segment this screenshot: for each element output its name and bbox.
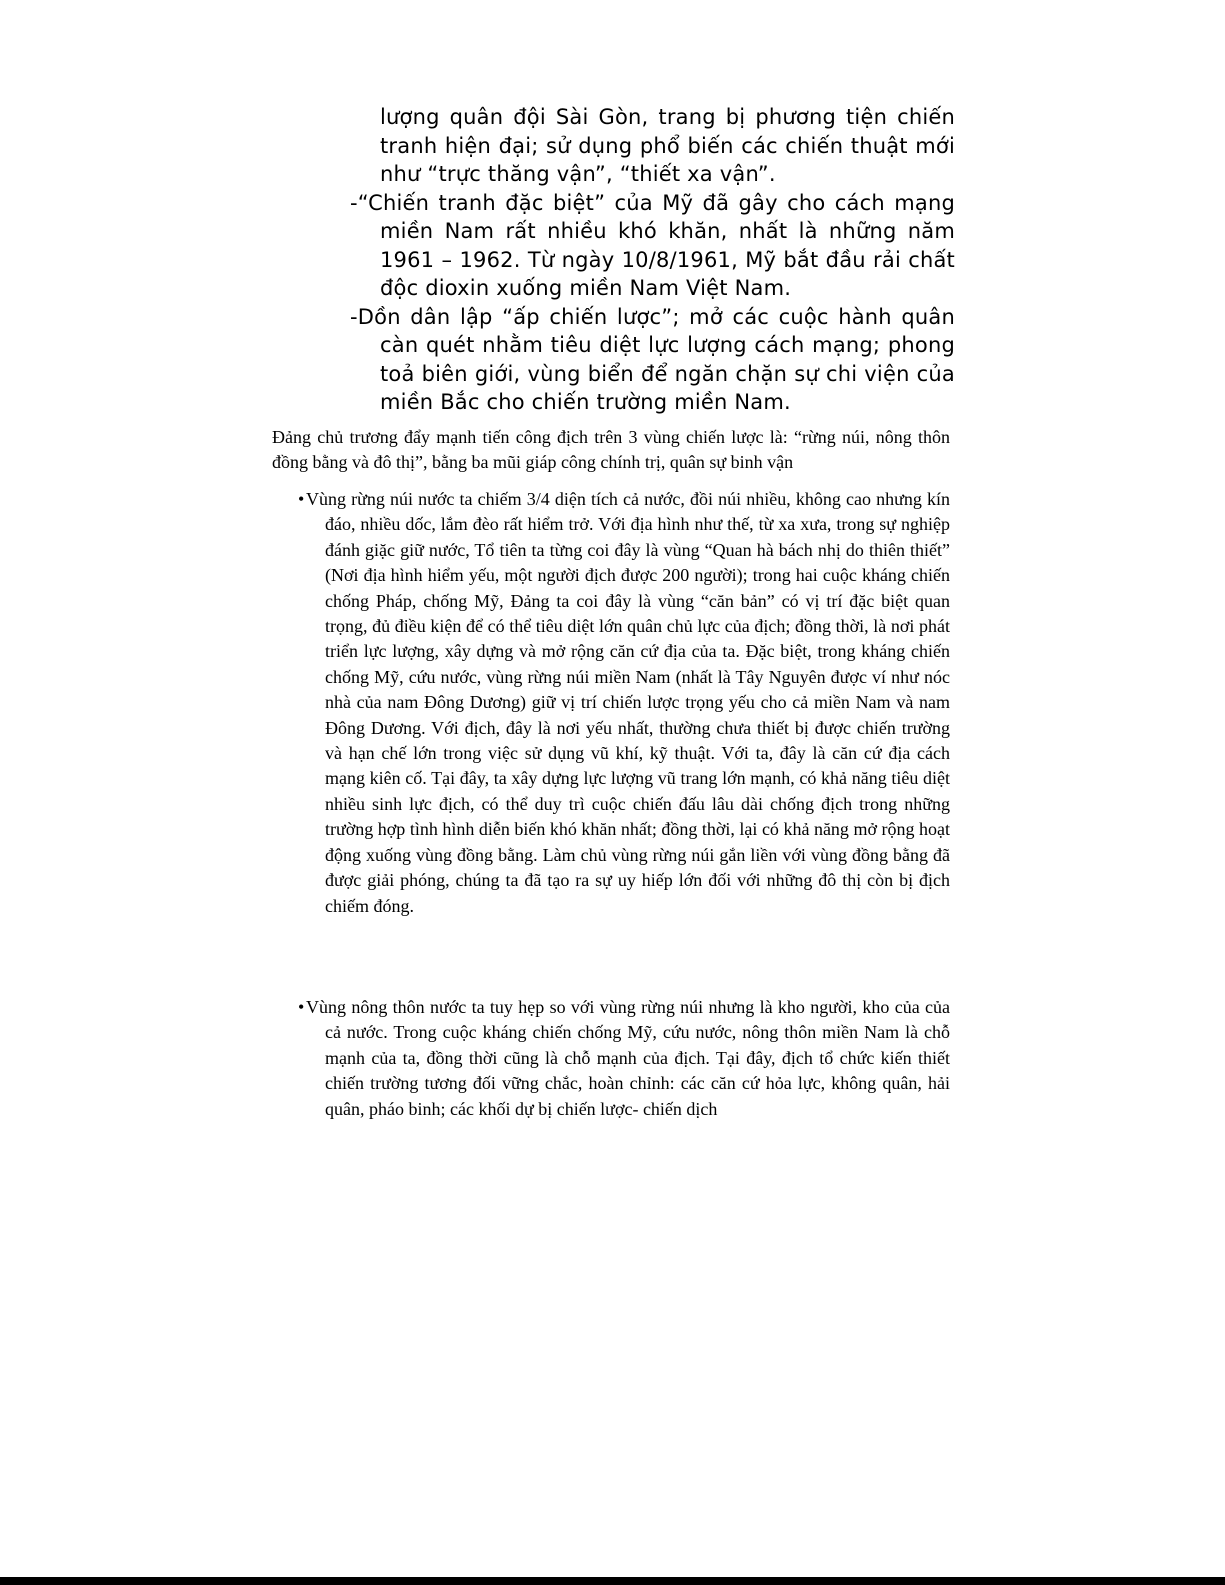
bullet-symbol: • xyxy=(298,489,305,509)
page-bottom-border xyxy=(0,1577,1225,1585)
top-sans-block xyxy=(350,103,955,417)
list-item-strategic-hamlets: -Dồn dân lập “ấp chiến lược”; mở các cuộc hành quân càn quét nhằm tiêu diệt lực lượng cách mạng; phong toả biên giới, vùng biển để ngăn chặn sự chi viện của miền Bắc cho chiến trường miền Nam. xyxy=(350,304,955,414)
intro-paragraph xyxy=(272,425,950,476)
bullet-mountain-region xyxy=(298,487,950,919)
list-item-special-war: -“Chiến tranh đặc biệt” của Mỹ đã gây cho cách mạng miền Nam rất nhiều khó khăn, nhất là những năm 1961 – 1962. Từ ngày 10/8/1961, Mỹ bắt đầu rải chất độc dioxin xuống miền Nam Việt Nam. xyxy=(350,190,955,300)
intro-text: Đảng chủ trương đẩy mạnh tiến công địch trên 3 vùng chiến lược là: “rừng núi, nông thôn đồng bằng và đô thị”, bằng ba mũi giáp công chính trị, quân sự binh vận xyxy=(272,427,950,473)
countryside-text: Vùng nông thôn nước ta tuy hẹp so với vùng rừng núi nhưng là kho người, kho của của cả nước. Trong cuộc kháng chiến chống Mỹ, cứu nước, nông thôn miền Nam là chỗ mạnh của ta, đồng thời cũng là chỗ mạnh của địch. Tại đây, địch tổ chức kiến thiết chiến trường tương đối vững chắc, hoàn chỉnh: các căn cứ hỏa lực, không quân, hải quân, pháo binh; các khối dự bị chiến lược- chiến dịch xyxy=(306,997,950,1119)
continuation-paragraph: lượng quân đội Sài Gòn, trang bị phương tiện chiến tranh hiện đại; sử dụng phổ biến các chiến thuật mới như “trực thăng vận”, “thiết xa vận”. xyxy=(380,105,955,186)
mountain-text: Vùng rừng núi nước ta chiếm 3/4 diện tích cả nước, đồi núi nhiều, không cao nhưng kín đáo, nhiều dốc, lắm đèo rất hiểm trở. Với địa hình như thế, từ xa xưa, trong sự nghiệp đánh giặc giữ nước, Tổ tiên ta từng coi đây là vùng “Quan hà bách nhị do thiên thiết” (Nơi địa hình hiểm yếu, một người địch được 200 người); trong hai cuộc kháng chiến chống Pháp, chống Mỹ, Đảng ta coi đây là vùng “căn bản” có vị trí đặc biệt quan trọng, đủ điều kiện để có thể tiêu diệt lớn quân chủ lực của địch; đồng thời, là nơi phát triển lực lượng, xây dựng và mở rộng căn cứ địa của ta. Đặc biệt, trong kháng chiến chống Mỹ, cứu nước, vùng rừng núi miền Nam (nhất là Tây Nguyên được ví như nóc nhà của nam Đông Dương) giữ vị trí chiến lược trọng yếu cho cả miền Nam và nam Đông Dương. Với địch, đây là nơi yếu nhất, thường chưa thiết bị được chiến trường và hạn chế lớn trong việc sử dụng vũ khí, kỹ thuật. Với ta, đây là căn cứ địa cách mạng kiên cố. Tại đây, ta xây dựng lực lượng vũ trang lớn mạnh, có khả năng tiêu diệt nhiều sinh lực địch, có thể duy trì cuộc chiến đấu lâu dài chống địch trong những trường hợp tình hình diễn biến khó khăn nhất; đồng thời, lại có khả năng mở rộng hoạt động xuống vùng đồng bằng. Làm chủ vùng rừng núi gắn liền với vùng đồng bằng đã được giải phóng, chúng ta đã tạo ra sự uy hiếp lớn đối với những đô thị còn bị địch chiếm đóng. xyxy=(306,489,950,916)
bullet-symbol: • xyxy=(298,997,305,1017)
bullet-countryside-region xyxy=(298,995,950,1122)
